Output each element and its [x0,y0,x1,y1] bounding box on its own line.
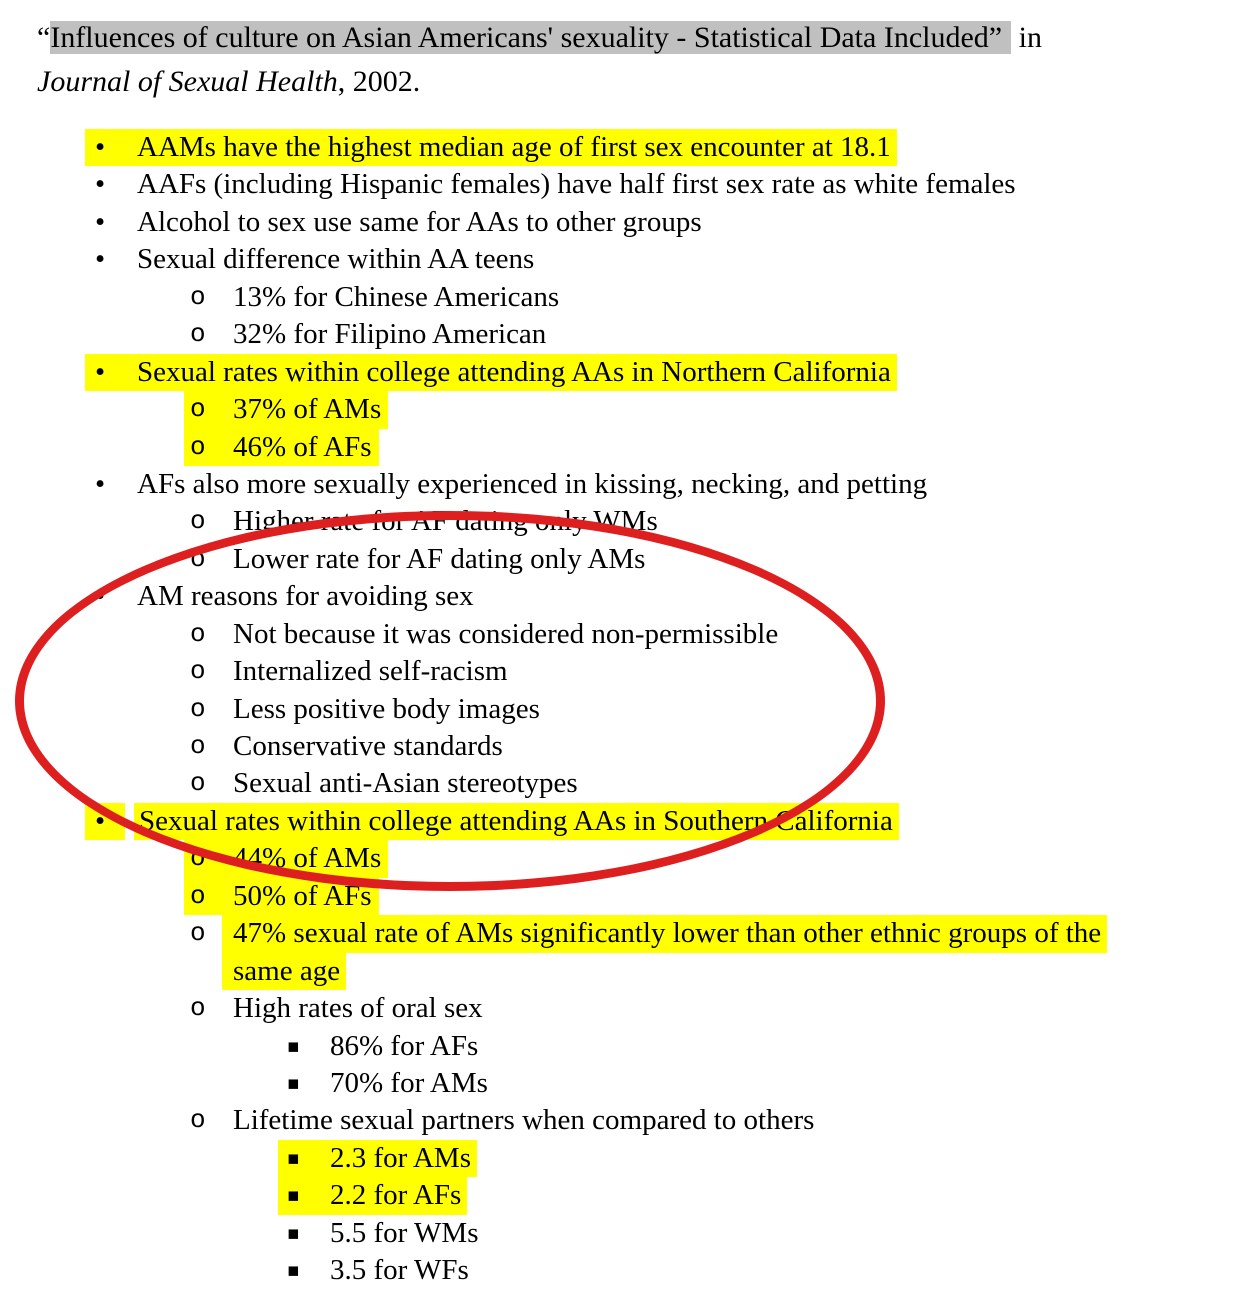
list-item-text: 2.2 for AFs [278,1177,467,1214]
list-item-text: High rates of oral sex [233,992,483,1025]
list-item-text: same age [222,953,346,990]
list-item [0,1215,1247,1252]
list-item [0,616,1247,653]
list-item-text: 5.5 for WMs [330,1216,479,1249]
title-suffix: in [1011,21,1042,54]
disc-bullet-icon: • [95,168,106,201]
list-item-text: Sexual difference within AA teens [137,243,535,276]
list-item-text: 2.3 for AMs [278,1140,477,1177]
circle-bullet-icon: o [190,506,206,537]
circle-bullet-icon: o [190,993,206,1024]
list-item-text: Internalized self-racism [233,655,508,688]
list-item [0,1065,1247,1102]
list-item-text: Lifetime sexual partners when compared to others [233,1104,815,1137]
title-line-1 [37,16,1042,60]
disc-bullet-icon: • [95,804,106,837]
list-item [0,691,1247,728]
list-item [0,653,1247,690]
circle-bullet-icon: o [190,431,206,462]
square-bullet-icon: ▪ [287,1184,300,1207]
circle-bullet-icon: o [190,543,206,574]
list-item [0,166,1247,203]
list-item-text: 3.5 for WFs [330,1254,469,1287]
list-item-text: Higher rate for AF dating only WMs [233,505,658,538]
list-item-text: AAFs (including Hispanic females) have half first sex rate as white females [137,168,1016,201]
list-item [0,204,1247,241]
list-item [0,953,1247,990]
list-item [0,241,1247,278]
list-item-text: 70% for AMs [330,1066,488,1099]
circle-bullet-icon: o [190,281,206,312]
reference-title [37,16,1042,104]
square-bullet-icon: ▪ [287,1221,300,1244]
title-gray-highlight: Influences of culture on Asian Americans' sexuality - Statistical Data Included” [50,21,1011,54]
square-bullet-icon: ▪ [287,1034,300,1057]
list-item-text: 47% sexual rate of AMs significantly lower than other ethnic groups of the [222,915,1107,952]
list-item-text: 37% of AMs [184,391,388,428]
list-item-text: 86% for AFs [330,1029,479,1062]
list-item [0,1177,1247,1214]
list-item [0,503,1247,540]
list-item [0,878,1247,915]
square-bullet-icon: ▪ [287,1259,300,1282]
square-bullet-icon: ▪ [287,1071,300,1094]
list-item-text: Lower rate for AF dating only AMs [233,542,646,575]
list-item-text: Sexual rates within college attending AAs in Northern California [85,354,897,391]
circle-bullet-icon: o [190,918,206,949]
list-item-text: 44% of AMs [184,840,388,877]
list-item-text: 46% of AFs [184,429,379,466]
circle-bullet-icon: o [190,768,206,799]
list-item [0,803,1247,840]
disc-bullet-icon: • [95,355,106,388]
list-item-text: Not because it was considered non-permissible [233,617,779,650]
list-item-text: 50% of AFs [184,878,379,915]
list-item [0,541,1247,578]
list-item [0,1140,1247,1177]
list-item-text: Sexual rates within college attending AAs in Southern California [134,803,899,840]
title-open-quote: “ [37,21,51,54]
list-item-text: AFs also more sexually experienced in kissing, necking, and petting [137,467,928,500]
circle-bullet-icon: o [190,394,206,425]
circle-bullet-icon: o [190,1105,206,1136]
circle-bullet-icon: o [190,693,206,724]
list-item [0,1252,1247,1289]
list-item [0,728,1247,765]
disc-bullet-icon: • [95,580,106,613]
disc-bullet-icon: • [95,467,106,500]
list-item [0,316,1247,353]
list-item [0,765,1247,802]
circle-bullet-icon: o [190,843,206,874]
list-item-text: AM reasons for avoiding sex [137,580,474,613]
list-item [0,429,1247,466]
disc-bullet-icon: • [95,131,106,163]
list-item [0,279,1247,316]
list-item-text: AAMs have the highest median age of first sex encounter at 18.1 [85,129,897,166]
list-item [0,391,1247,428]
bullet-list [0,129,1247,1290]
publication-year: , 2002. [337,65,421,98]
square-bullet-icon: ▪ [287,1146,300,1169]
journal-name: Journal of Sexual Health [37,65,338,98]
list-item [0,466,1247,503]
list-item-text: Alcohol to sex use same for AAs to other groups [137,205,702,238]
list-item [0,129,1247,166]
disc-bullet-icon: • [95,243,106,276]
circle-bullet-icon: o [190,880,206,911]
list-item-text: Sexual anti-Asian stereotypes [233,767,578,800]
circle-bullet-icon: o [190,618,206,649]
list-item [0,915,1247,952]
circle-bullet-icon: o [190,319,206,350]
list-item-text: Conservative standards [233,730,503,762]
list-item-text: 32% for Filipino American [233,318,547,351]
list-item-text: 13% for Chinese Americans [233,280,560,313]
list-item [0,354,1247,391]
list-item [0,840,1247,877]
list-item [0,990,1247,1027]
list-item-text: Less positive body images [233,692,540,725]
circle-bullet-icon: o [190,731,206,761]
list-item [0,578,1247,615]
list-item [0,1028,1247,1065]
disc-bullet-icon: • [95,205,106,238]
title-line-2 [37,60,1042,104]
list-item [0,1102,1247,1139]
circle-bullet-icon: o [190,656,206,687]
